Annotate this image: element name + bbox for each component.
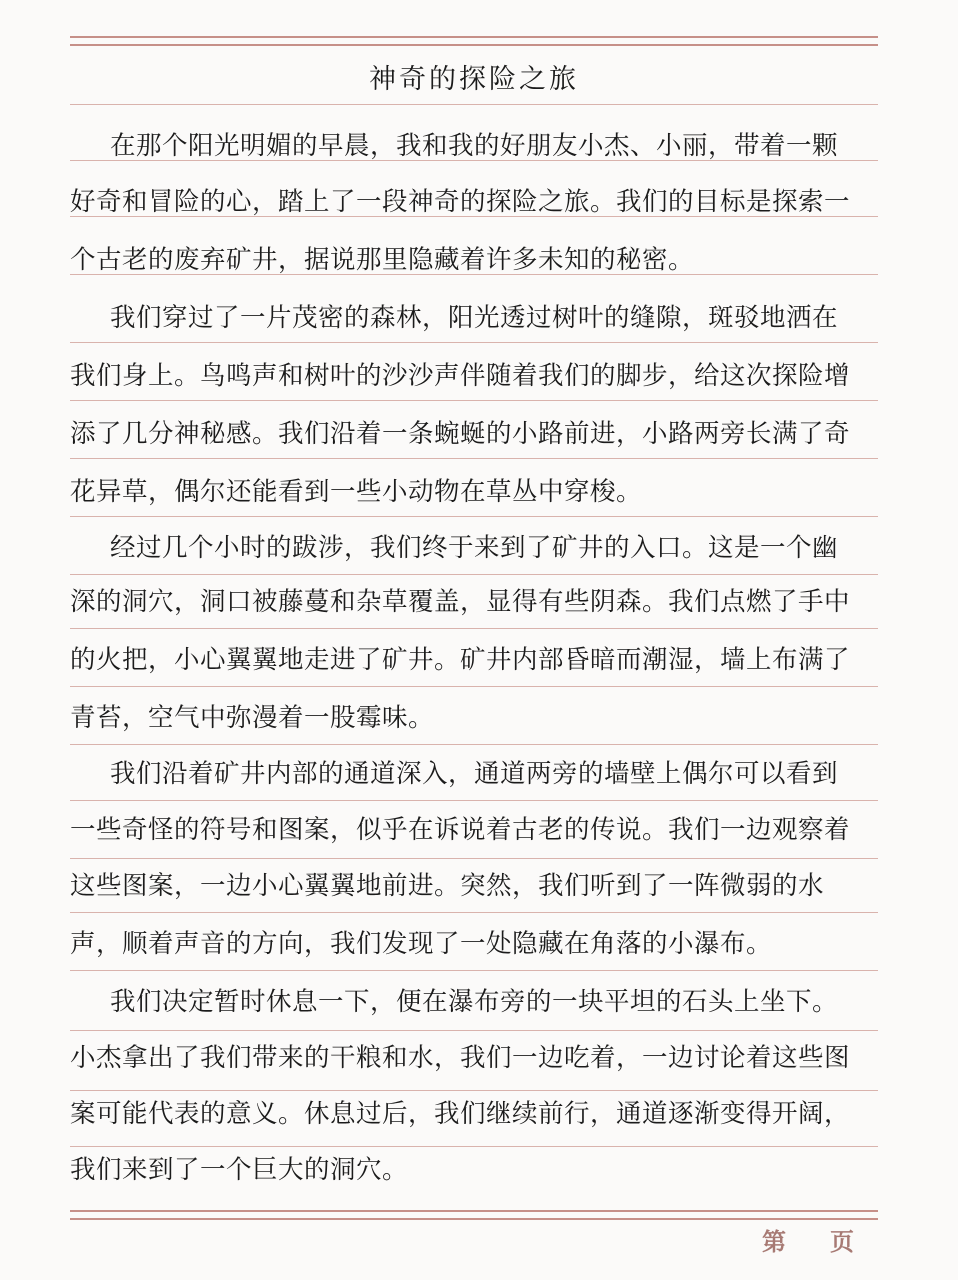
text-line: 我们沿着矿井内部的通道深入，通道两旁的墙壁上偶尔可以看到: [110, 759, 839, 789]
text-line: 的火把，小心翼翼地走进了矿井。矿井内部昏暗而潮湿，墙上布满了: [70, 645, 851, 675]
text-line: 案可能代表的意义。休息过后，我们继续前行，通道逐渐变得开阔，: [70, 1099, 851, 1129]
footer-label-di: 第: [762, 1228, 786, 1256]
bottom-border-rule-2: [70, 1218, 878, 1220]
text-line: 花异草，偶尔还能看到一些小动物在草丛中穿梭。: [70, 477, 643, 507]
top-border-rule-2: [70, 44, 878, 46]
text-line: 好奇和冒险的心，踏上了一段神奇的探险之旅。我们的目标是探索一: [70, 187, 851, 217]
text-line: 深的洞穴，洞口被藤蔓和杂草覆盖，显得有些阴森。我们点燃了手中: [70, 587, 851, 617]
text-line: 我们穿过了一片茂密的森林，阳光透过树叶的缝隙，斑驳地洒在: [110, 303, 839, 333]
text-line: 我们决定暂时休息一下，便在瀑布旁的一块平坦的石头上坐下。: [110, 987, 839, 1017]
bottom-border-rule-1: [70, 1210, 878, 1212]
text-line: 经过几个小时的跋涉，我们终于来到了矿井的入口。这是一个幽: [110, 533, 839, 563]
text-line: 声，顺着声音的方向，我们发现了一处隐藏在角落的小瀑布。: [70, 929, 773, 959]
page-title: 神奇的探险之旅: [369, 64, 579, 95]
text-line: 个古老的废弃矿井，据说那里隐藏着许多未知的秘密。: [70, 245, 695, 275]
text-line: 我们身上。鸟鸣声和树叶的沙沙声伴随着我们的脚步，给这次探险增: [70, 361, 851, 391]
ruled-line: [70, 104, 878, 105]
text-line: 小杰拿出了我们带来的干粮和水，我们一边吃着，一边讨论着这些图: [70, 1043, 851, 1073]
text-line: 在那个阳光明媚的早晨，我和我的好朋友小杰、小丽，带着一颗: [110, 131, 839, 161]
text-line: 一些奇怪的符号和图案，似乎在诉说着古老的传说。我们一边观察着: [70, 815, 851, 845]
top-border-rule-1: [70, 36, 878, 38]
footer-label-ye: 页: [830, 1228, 854, 1256]
text-line: 我们来到了一个巨大的洞穴。: [70, 1155, 409, 1185]
text-line: 添了几分神秘感。我们沿着一条蜿蜒的小路前进，小路两旁长满了奇: [70, 419, 851, 449]
text-line: 青苔，空气中弥漫着一股霉味。: [70, 703, 435, 733]
text-line: 这些图案，一边小心翼翼地前进。突然，我们听到了一阵微弱的水: [70, 871, 825, 901]
